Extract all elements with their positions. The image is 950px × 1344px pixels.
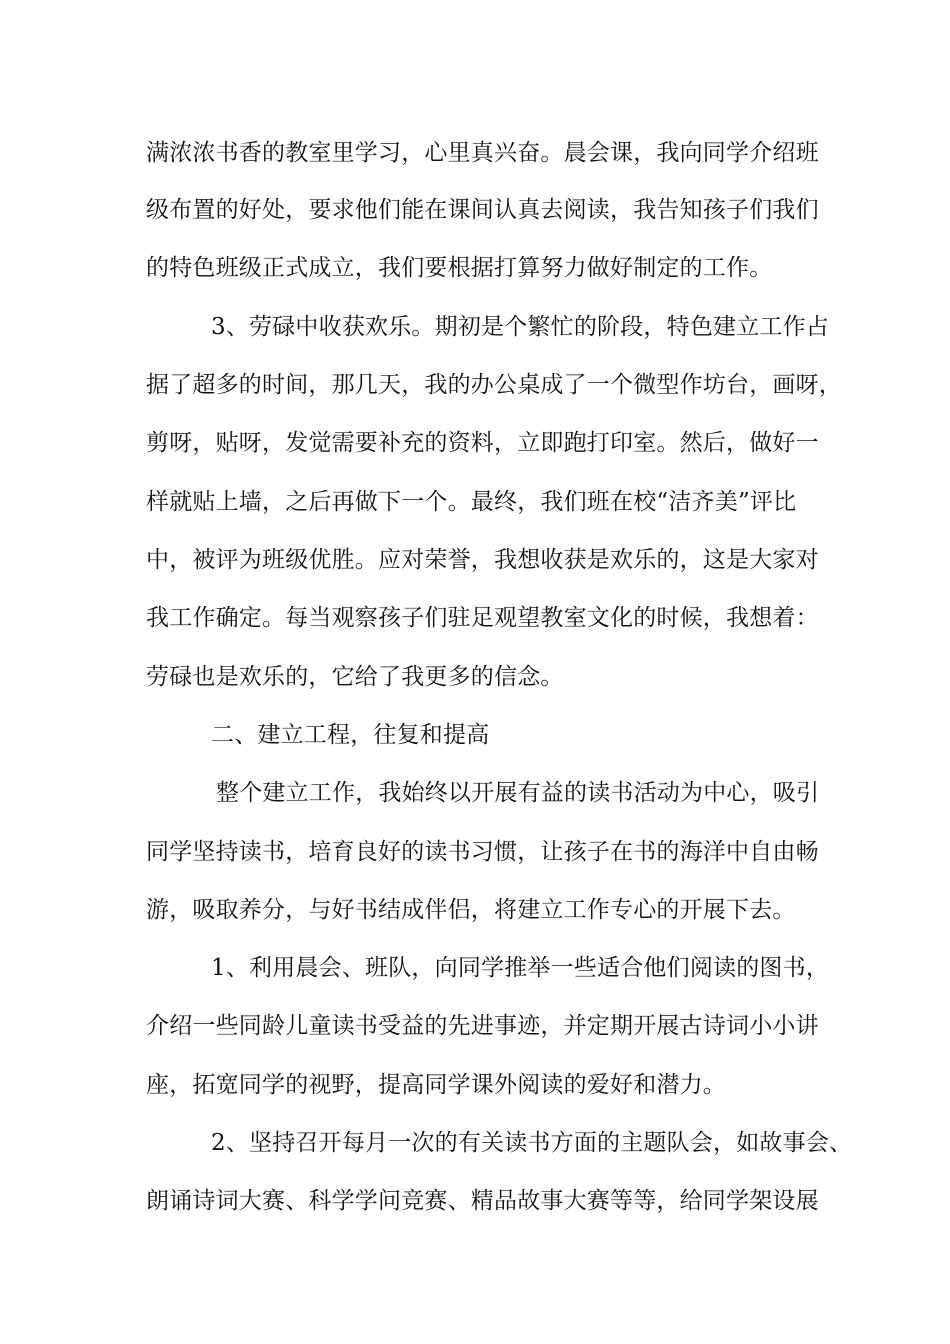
text-line: 2、坚持召开每月一次的有关读书方面的主题队会，如故事会、	[211, 1130, 853, 1156]
text-line: 据了超多的时间，那几天，我的办公桌成了一个微型作坊台，画呀，	[146, 372, 842, 398]
text-line: 整个建立工作，我始终以开展有益的读书活动为中心，吸引	[216, 780, 820, 806]
text-line: 的特色班级正式成立，我们要根据打算努力做好制定的工作。	[146, 255, 773, 281]
text-line: 介绍一些同龄儿童读书受益的先进事迹，并定期开展古诗词小小讲	[146, 1013, 819, 1039]
text-line: 同学坚持读书，培育良好的读书习惯，让孩子在书的海洋中自由畅	[146, 839, 819, 865]
text-line: 样就贴上墙，之后再做下一个。最终，我们班在校“洁齐美”评比	[146, 489, 797, 515]
text-line: 游，吸取养分，与好书结成伴侣，将建立工作专心的开展下去。	[146, 897, 796, 923]
text-line: 级布置的好处，要求他们能在课间认真去阅读，我告知孩子们我们	[146, 197, 819, 223]
text-line: 3、劳碌中收获欢乐。期初是个繁忙的阶段，特色建立工作占	[211, 314, 830, 340]
section-heading: 二、建立工程，往复和提高	[211, 722, 490, 748]
text-line: 中，被评为班级优胜。应对荣誉，我想收获是欢乐的，这是大家对	[146, 547, 819, 573]
text-line: 满浓浓书香的教室里学习，心里真兴奋。晨会课，我向同学介绍班	[146, 140, 819, 166]
text-line: 劳碌也是欢乐的，它给了我更多的信念。	[146, 664, 564, 690]
text-line: 剪呀，贴呀，发觉需要补充的资料，立即跑打印室。然后，做好一	[146, 430, 819, 456]
text-line: 朗诵诗词大赛、科学学问竞赛、精品故事大赛等等，给同学架设展	[146, 1188, 819, 1214]
text-line: 我工作确定。每当观察孩子们驻足观望教室文化的时候，我想着：	[146, 605, 819, 631]
text-line: 1、利用晨会、班队，向同学推举一些适合他们阅读的图书，	[211, 955, 830, 981]
text-line: 座，拓宽同学的视野，提高同学课外阅读的爱好和潜力。	[146, 1072, 726, 1098]
